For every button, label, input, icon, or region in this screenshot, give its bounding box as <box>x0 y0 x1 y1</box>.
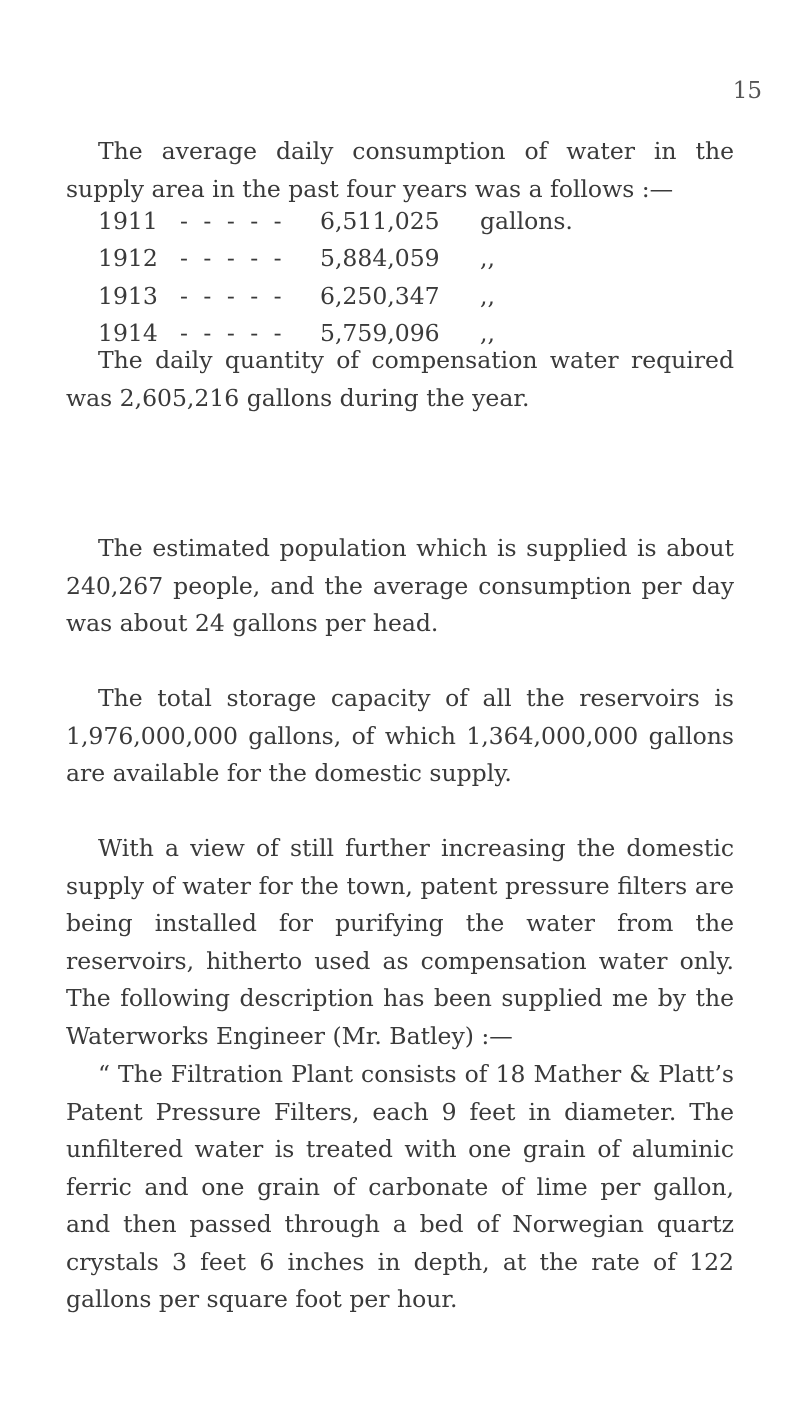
table-row <box>98 277 573 315</box>
value-cell: 6,250,347 <box>320 281 440 310</box>
filtration-paragraph: “ The Filtration Plant consists of 18 Mather & Platt’s Patent Pressure Filters, each 9 feet in diameter. The unfiltered water is treated with one grain of aluminic ferric and one grain of carbonate of lime per gallon, and then passed through a bed of Norwegian quartz crystals 3 feet 6 inches in depth, at the rate of 122 gallons per square foot per hour. <box>66 1060 734 1313</box>
year-cell: 1913 <box>98 281 158 310</box>
table-row <box>98 240 573 278</box>
year-cell: 1914 <box>98 319 158 348</box>
year-cell: 1911 <box>98 206 158 235</box>
page-number: 15 <box>732 78 762 104</box>
value-cell: 6,511,025 <box>320 206 440 235</box>
population-paragraph: The estimated population which is supplied is about 240,267 people, and the average consumption per day was about 24 gallons per head. <box>66 534 734 637</box>
compensation-paragraph: The daily quantity of compensation water required was 2,605,216 gallons during the year. <box>66 346 734 412</box>
value-cell: 5,759,096 <box>320 319 440 348</box>
unit-cell: ,, <box>480 319 495 348</box>
consumption-table <box>98 202 573 352</box>
dash-leader: - - - - - <box>180 244 286 273</box>
dash-leader: - - - - - <box>180 319 286 348</box>
value-cell: 5,884,059 <box>320 244 440 273</box>
dash-leader: - - - - - <box>180 206 286 235</box>
year-cell: 1912 <box>98 244 158 273</box>
unit-cell: ,, <box>480 281 495 310</box>
filters-paragraph: With a view of still further increasing the domestic supply of water for the town, patent pressure filters are being installed for purifying the water from the reservoirs, hitherto used as compensation water only. The following description has been supplied me by the Waterworks Engineer (Mr. Batley) :— <box>66 834 734 1050</box>
dash-leader: - - - - - <box>180 281 286 310</box>
table-row <box>98 202 573 240</box>
unit-cell: ,, <box>480 244 495 273</box>
unit-cell: gallons. <box>480 206 573 235</box>
storage-paragraph: The total storage capacity of all the reservoirs is 1,976,000,000 gallons, of which 1,364,000,000 gallons are available for the domestic supply. <box>66 684 734 787</box>
intro-paragraph: The average daily consumption of water in the supply area in the past four years was a follows :— <box>66 137 734 203</box>
